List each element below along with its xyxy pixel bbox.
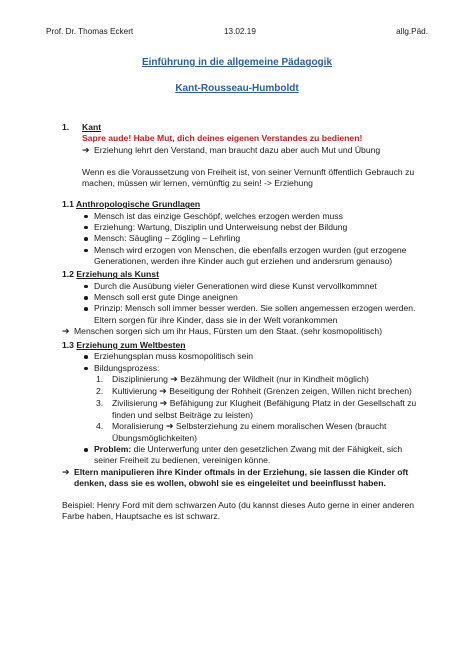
arrow-icon: ➔	[62, 326, 70, 337]
step-result: Bezähmung der Wildheit (nur in Kindheit möglich)	[180, 373, 369, 384]
document-body	[62, 122, 422, 522]
arrow-note-text: Menschen sorgen sich um ihr Haus, Fürsten um den Staat. (sehr kosmopolitisch)	[74, 326, 383, 337]
step-term: Kultivierung	[112, 385, 157, 396]
list-item-text: Bildungsprozess:	[94, 362, 160, 373]
section-heading	[62, 122, 422, 133]
arrow-note-text: Erziehung lehrt den Verstand, man braucht dazu aber auch Mut und Übung	[94, 144, 381, 155]
item-number: 2.	[96, 385, 104, 396]
arrow-icon: ➔	[62, 466, 70, 477]
list-item: Mensch soll erst gute Dinge aneignen	[62, 292, 422, 303]
document-title: Einführung in die allgemeine Pädagogik	[141, 57, 333, 68]
subsection-number: 1.1	[62, 199, 74, 210]
problem-label: Problem:	[94, 444, 132, 455]
item-number: 1.	[96, 373, 104, 384]
arrow-note-text: Eltern manipulieren ihre Kinder oftmals in der Erziehung, sie lassen die Kinder oft denken, dass sie es wollen, obwohl sie es eingeleitet und beeinflusst haben.	[74, 466, 409, 489]
header-course: allg.Päd.	[396, 27, 428, 36]
subsection-label: Erziehung zum Weltbesten	[76, 339, 186, 350]
subsection-heading	[62, 199, 422, 210]
arrow-icon: ➔	[82, 144, 90, 155]
list-item: Mensch ist das einzige Geschöpf, welches erzogen werden muss	[62, 211, 422, 222]
section-number: 1.	[62, 122, 70, 132]
bullet-list	[62, 351, 422, 374]
step-term: Zivilisierung	[112, 397, 158, 408]
arrow-note	[82, 145, 422, 157]
numbered-item	[62, 421, 422, 444]
step-term: Disziplinierung	[112, 373, 168, 384]
problem-text: die Unterwerfung unter den gesetzlichen Zwang mit der Fähigkeit, sich seiner Freiheit zu bedienen, vereinigen könne.	[94, 444, 403, 466]
header-author: Prof. Dr. Thomas Eckert	[46, 27, 134, 36]
subsection-number: 1.2	[62, 269, 74, 280]
item-number: 4.	[96, 420, 104, 431]
header-date: 13.02.19	[224, 27, 256, 36]
arrow-icon: ➔	[159, 397, 168, 408]
list-item: Erziehungsplan muss kosmopolitisch sein	[62, 351, 422, 362]
subsection-label: Anthropologische Grundlagen	[76, 199, 201, 210]
document-subtitle: Kant-Rousseau-Humboldt	[175, 83, 299, 94]
list-item: Durch die Ausübung vieler Generationen wird diese Kunst vervollkommnet	[62, 281, 422, 292]
step-term: Moralisierung	[112, 420, 164, 431]
subsection-heading	[62, 269, 422, 280]
arrow-icon: ➔	[165, 420, 174, 431]
item-number: 3.	[96, 397, 104, 408]
bullet-list	[62, 444, 422, 467]
page-header	[46, 27, 428, 38]
list-item: Prinzip: Mensch soll immer besser werden. Sie sollen angemessen erzogen werden. Eltern sorgen für ihre Kinder, dass sie in der Welt vorankommen	[62, 303, 422, 326]
step-result: Befähigung zur Klugheit (Befähigung Platz in der Gesellschaft zu finden und selbst Beiträge zu leisten)	[112, 397, 417, 420]
list-item: Mensch wird erzogen von Menschen, die ebenfalls erzogen wurden (gut erzogene Generationen, werden ihre Kinder auch gut erziehen und andersrum genauso)	[62, 245, 422, 268]
subsection-number: 1.3	[62, 339, 74, 350]
numbered-item	[62, 374, 422, 386]
bullet-list	[62, 281, 422, 326]
step-result: Beseitigung der Rohheit (Grenzen zeigen, Willen nicht brechen)	[169, 385, 412, 396]
list-item	[62, 363, 422, 374]
motto-text: Sapre aude! Habe Mut, dich deines eigenen Verstandes zu bedienen!	[82, 133, 363, 144]
section-label: Kant	[82, 122, 102, 132]
step-result: Selbsterziehung zu einem moralischen Wesen (braucht Übungsmöglichkeiten)	[112, 420, 387, 443]
subsection-heading	[62, 340, 422, 351]
subsection-label: Erziehung als Kunst	[76, 269, 159, 280]
arrow-icon: ➔	[170, 373, 178, 384]
numbered-item	[62, 398, 422, 421]
bullet-list	[62, 211, 422, 268]
arrow-note	[62, 467, 422, 490]
arrow-icon: ➔	[159, 385, 167, 396]
numbered-list	[62, 374, 422, 444]
numbered-item	[62, 386, 422, 398]
intro-paragraph: Wenn es die Voraussetzung von Freiheit ist, von seiner Vernunft öffentlich Gebrauch zu machen, müssen wir lernen, vernünftig zu sein! -> Erziehung	[82, 166, 415, 188]
arrow-note	[62, 326, 422, 338]
list-item	[62, 444, 422, 467]
example-paragraph: Beispiel: Henry Ford mit dem schwarzen Auto (du kannst dieses Auto gerne in einer anderen Farbe haben, Hauptsache es ist schwarz.	[62, 499, 415, 521]
list-item: Erziehung: Wartung, Disziplin und Unterweisung nebst der Bildung	[62, 222, 422, 233]
list-item: Mensch: Säugling – Zögling – Lehrling	[62, 233, 422, 244]
